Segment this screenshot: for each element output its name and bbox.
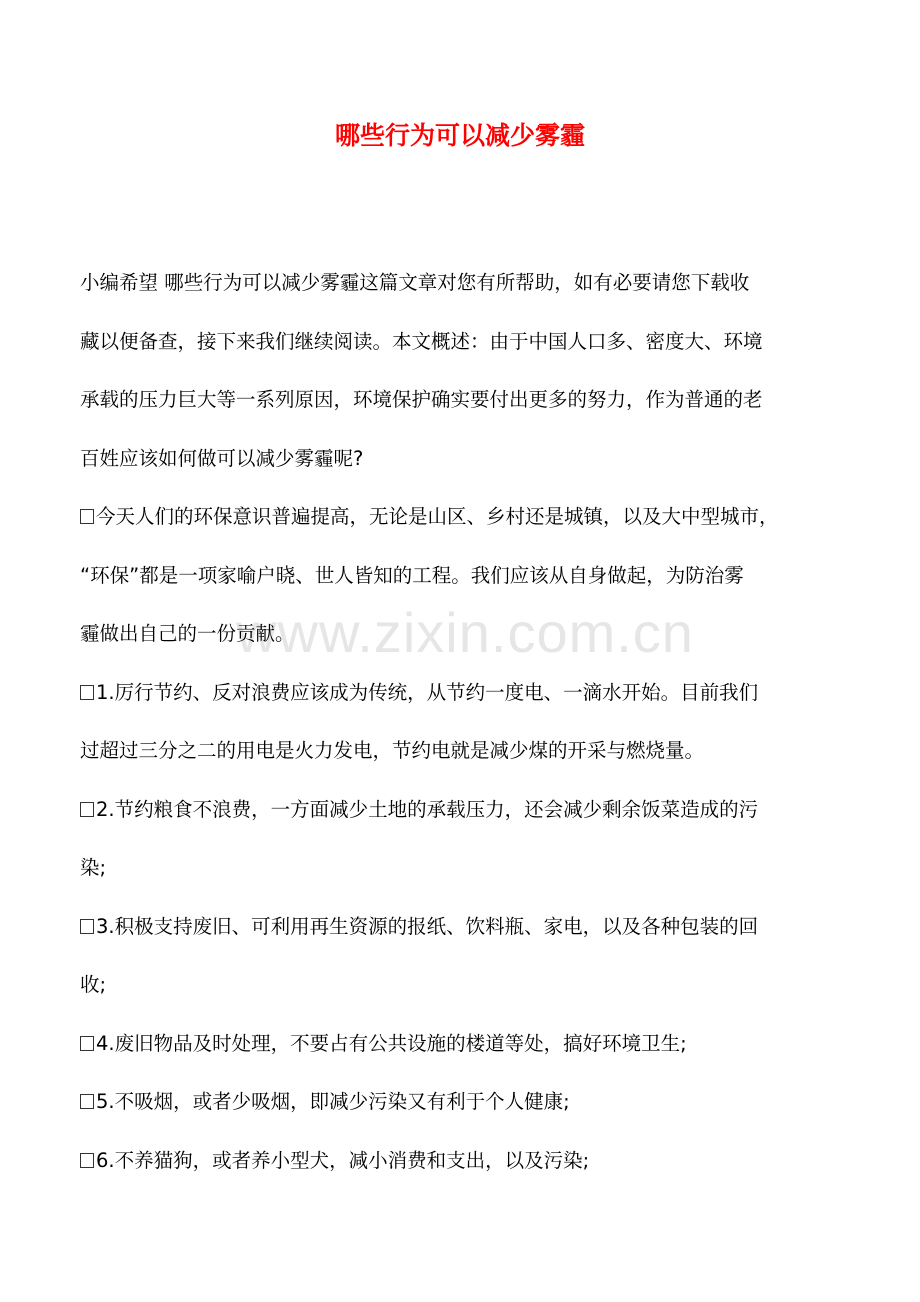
paragraph-line-text: 1.厉行节约、反对浪费应该成为传统，从节约一度电、一滴水开始。目前我们	[96, 680, 759, 704]
checkbox-glyph-icon	[80, 509, 94, 524]
paragraph-line-text: 4.废旧物品及时处理，不要占有公共设施的楼道等处，搞好环境卫生;	[96, 1031, 687, 1055]
paragraph-line	[80, 664, 842, 723]
paragraph-environment	[80, 488, 842, 664]
paragraph-line-text: 今天人们的环保意识普遍提高，无论是山区、乡村还是城镇，以及大中型城市，	[96, 505, 779, 528]
intro-line: 百姓应该如何做可以减少雾霾呢?	[80, 446, 364, 470]
paragraph-line-text: 3.积极支持废旧、可利用再生资源的报纸、饮料瓶、家电，以及各种包装的回	[96, 914, 759, 938]
checkbox-glyph-icon	[80, 1153, 94, 1168]
list-item	[80, 1132, 842, 1191]
article-body	[80, 254, 842, 1190]
intro-line: 承载的压力巨大等一系列原因，环境保护确实要付出更多的努力，作为普通的老	[80, 388, 763, 411]
watermark: www.zixin.com.cn	[236, 601, 694, 664]
paragraph-line: “环保”都是一项家喻户晓、世人皆知的工程。我们应该从自身做起，为防治雾	[80, 563, 744, 587]
paragraph-line-text: 6.不养猫狗，或者养小型犬，减小消费和支出，以及污染;	[96, 1148, 590, 1172]
paragraph-line	[80, 1132, 842, 1191]
list-item	[80, 1073, 842, 1132]
paragraph-line	[80, 781, 842, 840]
checkbox-glyph-icon	[80, 919, 94, 934]
list-item	[80, 1015, 842, 1074]
list-item	[80, 664, 842, 781]
checkbox-glyph-icon	[80, 802, 94, 817]
list-item	[80, 781, 842, 898]
paragraph-line: 霾做出自己的一份贡献。	[80, 622, 295, 645]
paragraph-line	[80, 1015, 842, 1074]
paragraph-line	[80, 1073, 842, 1132]
intro-paragraph	[80, 254, 842, 488]
paragraph-line	[80, 488, 842, 547]
paragraph-line: 染;	[80, 856, 107, 879]
checkbox-glyph-icon	[80, 1094, 94, 1109]
paragraph-line: 收;	[80, 973, 107, 996]
checkbox-glyph-icon	[80, 1036, 94, 1051]
page-title: 哪些行为可以减少雾霾	[334, 121, 585, 150]
intro-line: 小编希望 哪些行为可以减少雾霾这篇文章对您有所帮助，如有必要请您下载收	[80, 271, 750, 294]
paragraph-line-text: 2.节约粮食不浪费，一方面减少土地的承载压力，还会减少剩余饭菜造成的污	[96, 797, 759, 821]
checkbox-glyph-icon	[80, 685, 94, 700]
paragraph-line-text: 5.不吸烟，或者少吸烟，即减少污染又有利于个人健康;	[96, 1090, 570, 1113]
paragraph-line	[80, 898, 842, 957]
intro-line: 藏以便备查，接下来我们继续阅读。本文概述：由于中国人口多、密度大、环境	[80, 329, 763, 353]
paragraph-line: 过超过三分之二的用电是火力发电，节约电就是减少煤的开采与燃烧量。	[80, 739, 705, 762]
list-item	[80, 898, 842, 1015]
